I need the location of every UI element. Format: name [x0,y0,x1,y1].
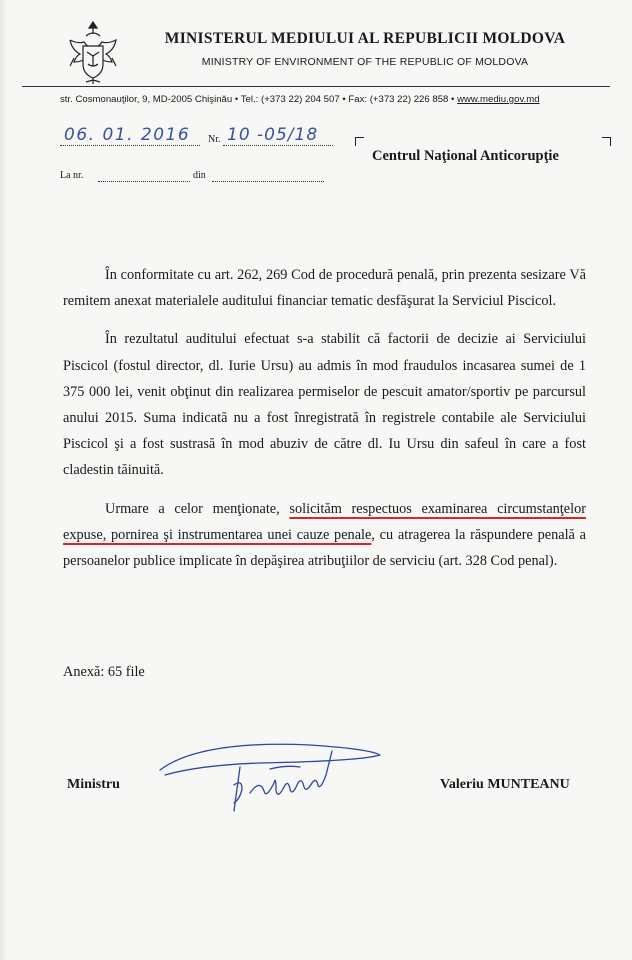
number-dotted-line [223,145,333,146]
paragraph-3 [63,496,586,575]
handwritten-signature [150,725,400,825]
signatory-name: Valeriu MUNTEANU [440,777,570,792]
la-nr-label: La nr. [60,170,84,181]
letter-body [63,262,586,586]
moldova-coat-of-arms-icon [64,18,122,88]
handwritten-number: 10 -05/18 [227,125,319,145]
ministry-title-en: MINISTRY OF ENVIRONMENT OF THE REPUBLIC OF MOLDOVA [201,56,529,68]
contact-address: str. Cosmonauţilor, 9, MD-2005 Chişinău • Tel.: (+373 22) 204 507 • Fax: (+373 22) 226 858 • [60,94,458,105]
recipient: Centrul Naţional Anticorupţie [372,148,559,164]
header-divider [22,86,610,87]
contact-line [60,94,600,105]
la-nr-dotted-line [98,181,190,182]
paragraph-3-underlined-request: solicităm respectuos examinarea circumstanţelor expuse, pornirea şi instrumentarea unei cauze penale [63,500,587,543]
address-corner-left [355,137,364,146]
page-edge-shadow [0,0,8,960]
website-link[interactable]: www.mediu.gov.md [457,94,540,105]
address-corner-right [602,137,611,146]
paragraph-2: În rezultatul auditului efectuat s-a stabilit că factorii de decizie ai Serviciului Piscicol (fostul director, dl. Iurie Ursu) au admis în mod fraudulos incasarea sumei de 1 375 000 lei, venit obţinut din realizarea permiselor de pescuit amator/sportiv pe parcursul anului 2015. Suma indicată nu a fost înregistrată în registrele contabile ale Serviciului Piscicol şi a fost sustrasă în mod abuziv de către dl. Iu Ursu din safeul în care a fost cladestin tăinuită. [63,331,586,479]
incoming-reference [60,170,350,188]
handwritten-date: 06. 01. 2016 [64,125,191,145]
annex-note: Anexă: 65 file [63,664,145,680]
signatory-role: Ministru [67,777,120,792]
outgoing-reference [60,125,350,149]
din-label: din [193,170,206,181]
paragraph-3-start: Urmare a celor menţionate, [105,500,290,517]
nr-label: Nr. [208,134,221,145]
date-dotted-line [60,145,200,146]
paragraph-3-end: , cu atragerea la răspundere penală a persoanelor publice implicate în depăşirea atribuţiilor de serviciu (art. 328 Cod penal). [63,526,586,570]
ministry-title-ro: MINISTERUL MEDIULUI AL REPUBLICII MOLDOVA [164,30,566,47]
paragraph-1: În conformitate cu art. 262, 269 Cod de procedură penală, prin prezenta sesizare Vă remitem anexat materialele auditului financiar tematic desfăşurat la Serviciul Piscicol. [63,267,586,310]
din-dotted-line [212,181,324,182]
